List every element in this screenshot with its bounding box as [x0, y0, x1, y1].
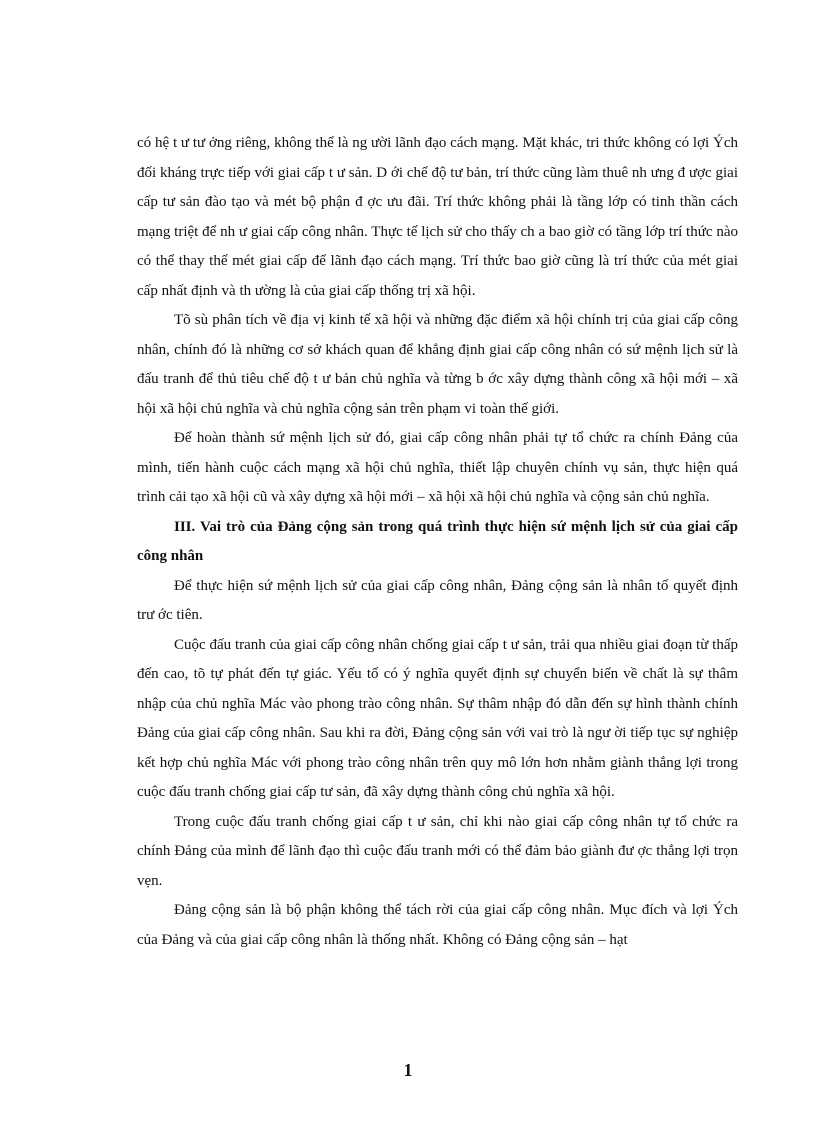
document-body	[137, 129, 738, 955]
paragraph: Để hoàn thành sứ mệnh lịch sử đó, giai cấp công nhân phải tự tổ chức ra chính Đảng của mình, tiến hành cuộc cách mạng xã hội chủ nghĩa, thiết lập chuyên chính vụ sản, thực hiện quá trình cải tạo xã hội cũ và xây dựng xã hội mới – xã hội xã hội chủ nghĩa và cộng sản chủ nghĩa.	[137, 430, 738, 505]
paragraph: Cuộc đấu tranh của giai cấp công nhân chống giai cấp t ư sản, trải qua nhiều giai đoạn từ thấp đến cao, tõ tự phát đến tự giác. Yếu tố có ý nghĩa quyết định sự chuyển biến về chất là sự thâm nhập của chủ nghĩa Mác vào phong trào công nhân. Sự thâm nhập đó dẫn đến sự hình thành chính Đảng của giai cấp công nhân. Sau khi ra đời, Đảng cộng sản với vai trò là ngư ời tiếp tục sự nghiệp kết hợp chủ nghĩa Mác với phong trào công nhân trên quy mô lớn hơn nhằm giành thắng lợi trong cuộc đấu tranh chống giai cấp tư sản, đã xây dựng thành công chủ nghĩa xã hội.	[137, 636, 738, 800]
paragraph-continued: có hệ t ư tư ởng riêng, không thể là ng ười lãnh đạo cách mạng. Mặt khác, tri thức không có lợi Ých đối kháng trực tiếp với giai cấp t ư sản. D ới chế độ tư bản, trí thức cũng làm thuê nh ưng đ ược giai cấp tư sản đào tạo và mét bộ phận đ ợc ưu đãi. Trí thức không phải là tầng lớp có tinh thần cách mạng triệt để nh ư giai cấp công nhân. Thực tế lịch sử cho thấy ch a bao giờ có tầng lớp trí thức nào có thể thay thế mét giai cấp để lãnh đạo cách mạng. Trí thức bao giờ cũng là trí thức của mét giai cấp nhất định và th ường là của giai cấp thống trị xã hội.	[137, 135, 738, 299]
paragraph: Trong cuộc đấu tranh chống giai cấp t ư sản, chỉ khi nào giai cấp công nhân tự tổ chức ra chính Đảng của mình để lãnh đạo thì cuộc đấu tranh mới có thể đảm bảo giành đư ợc thắng lợi trọn vẹn.	[137, 813, 738, 889]
section-heading: III. Vai trò của Đảng cộng sản trong quá trình thực hiện sứ mệnh lịch sử của giai cấp công nhân	[137, 518, 738, 564]
paragraph: Đảng cộng sản là bộ phận không thể tách rời của giai cấp công nhân. Mục đích và lợi Ých của Đảng và của giai cấp công nhân là thống nhất. Không có Đảng cộng sản – hạt	[137, 902, 738, 948]
paragraph: Để thực hiện sứ mệnh lịch sử của giai cấp công nhân, Đảng cộng sản là nhân tố quyết định trư ớc tiên.	[137, 577, 738, 623]
page-number: 1	[403, 1060, 413, 1080]
paragraph: Tõ sù phân tích về địa vị kinh tế xã hội và những đặc điểm xã hội chính trị của giai cấp công nhân, chính đó là những cơ sở khách quan để khẳng định giai cấp công nhân có sứ mệnh lịch sử là đấu tranh để thủ tiêu chế độ t ư bản chủ nghĩa và từng b ớc xây dựng thành công xã hội mới – xã hội xã hội chủ nghĩa và chủ nghĩa cộng sản trên phạm vi toàn thế giới.	[137, 312, 738, 417]
